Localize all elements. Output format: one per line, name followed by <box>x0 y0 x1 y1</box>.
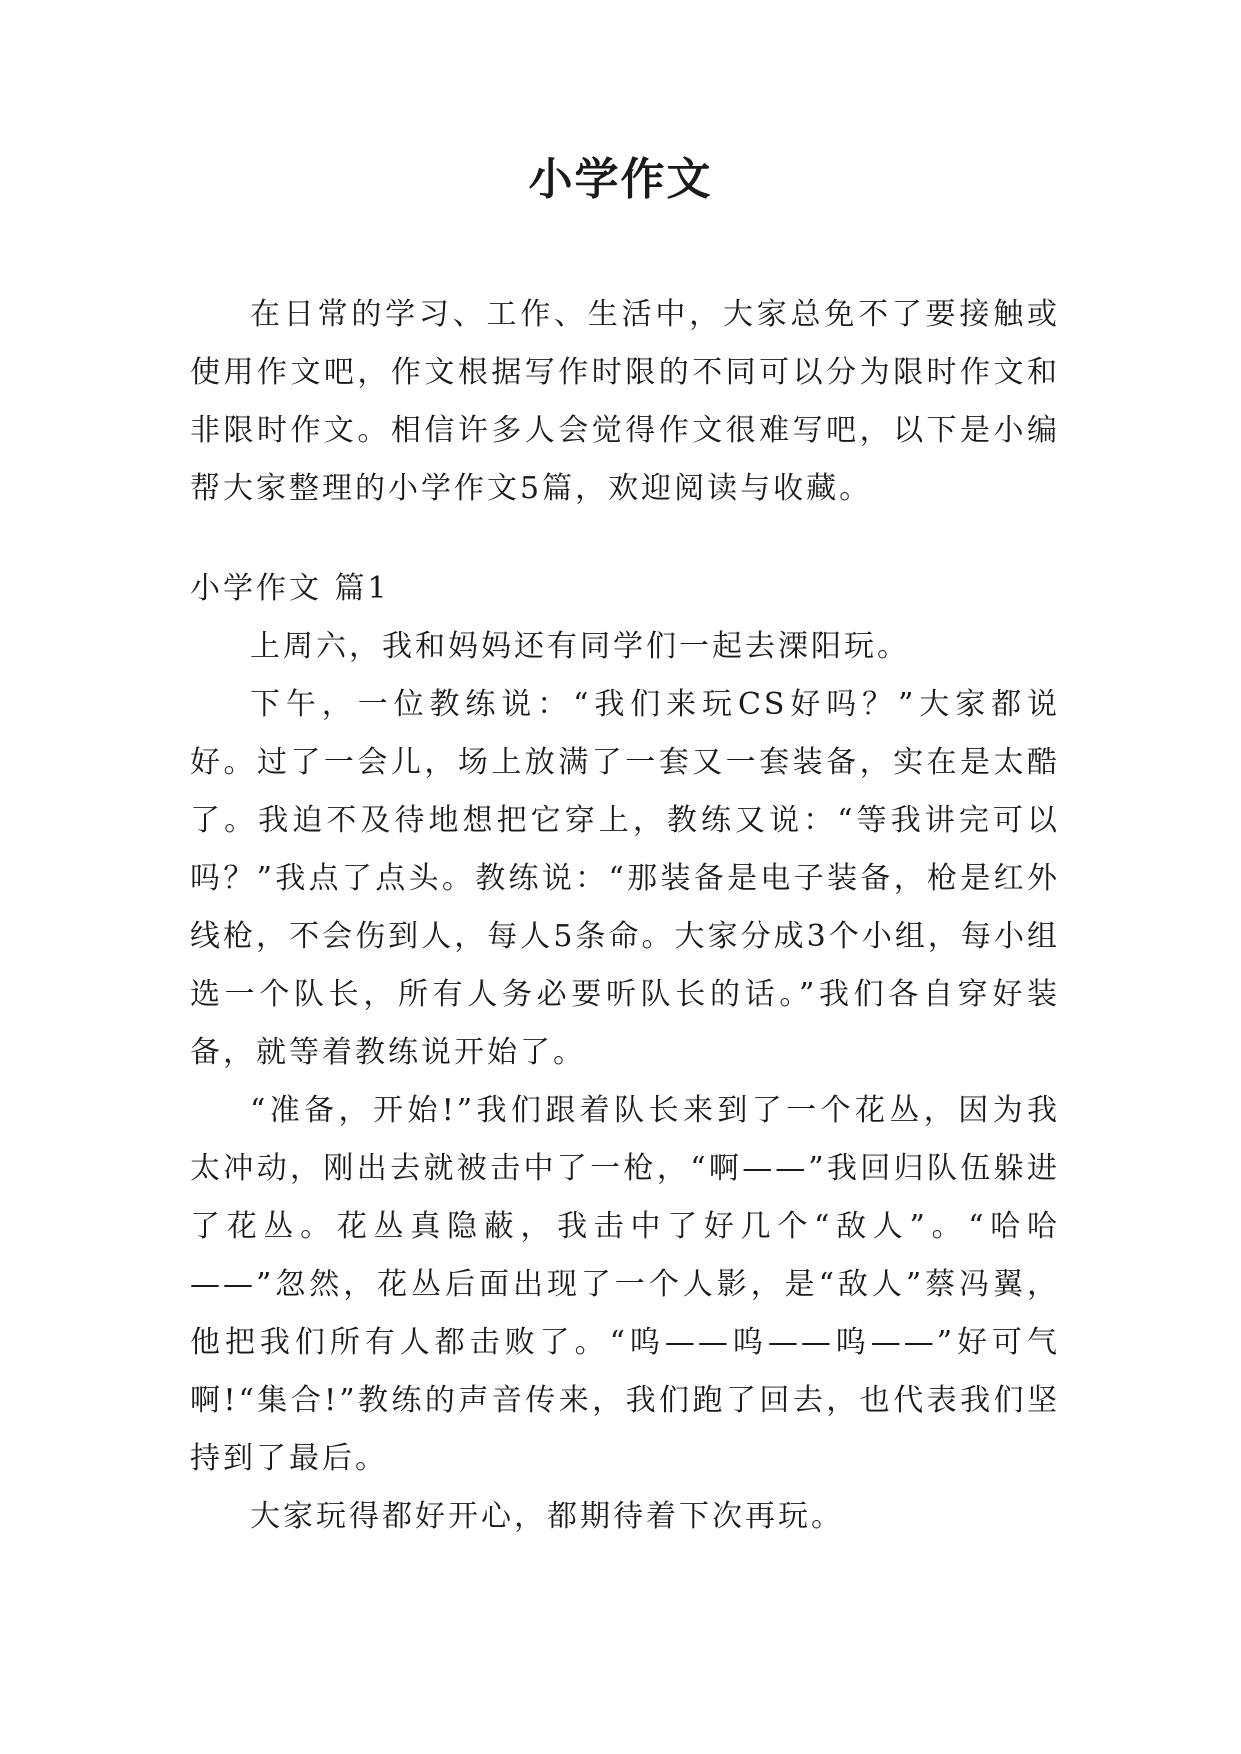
body-paragraph-3: “准备，开始!”我们跟着队长来到了一个花丛，因为我太冲动，刚出去就被击中了一枪，“啊——”我回归队伍躲进了花丛。花丛真隐蔽，我击中了好几个“敌人”。“哈哈——”忽然，花丛后面出现了一个人影，是“敌人”蔡冯翼，他把我们所有人都击败了。“呜——呜——呜——”好可气啊!“集合!”教练的声音传来，我们跑了回去，也代表我们坚持到了最后。 <box>190 1093 1060 1476</box>
document-body <box>190 286 1060 1546</box>
body-paragraph-1: 上周六，我和妈妈还有同学们一起去溧阳玩。 <box>250 629 910 664</box>
section-heading: 小学作文 篇1 <box>190 571 390 606</box>
body-paragraph-4: 大家玩得都好开心，都期待着下次再玩。 <box>250 1499 844 1534</box>
intro-paragraph: 在日常的学习、工作、生活中，大家总免不了要接触或使用作文吧，作文根据写作时限的不同可以分为限时作文和非限时作文。相信许多人会觉得作文很难写吧，以下是小编帮大家整理的小学作文5篇，欢迎阅读与收藏。 <box>190 297 1060 506</box>
body-paragraph-2: 下午，一位教练说：“我们来玩CS好吗？”大家都说好。过了一会儿，场上放满了一套又一套装备，实在是太酷了。我迫不及待地想把它穿上，教练又说：“等我讲完可以吗？”我点了点头。教练说：“那装备是电子装备，枪是红外线枪，不会伤到人，每人5条命。大家分成3个小组，每小组选一个队长，所有人务必要听队长的话。”我们各自穿好装备，就等着教练说开始了。 <box>190 687 1060 1070</box>
document-title: 小学作文 <box>528 154 713 205</box>
